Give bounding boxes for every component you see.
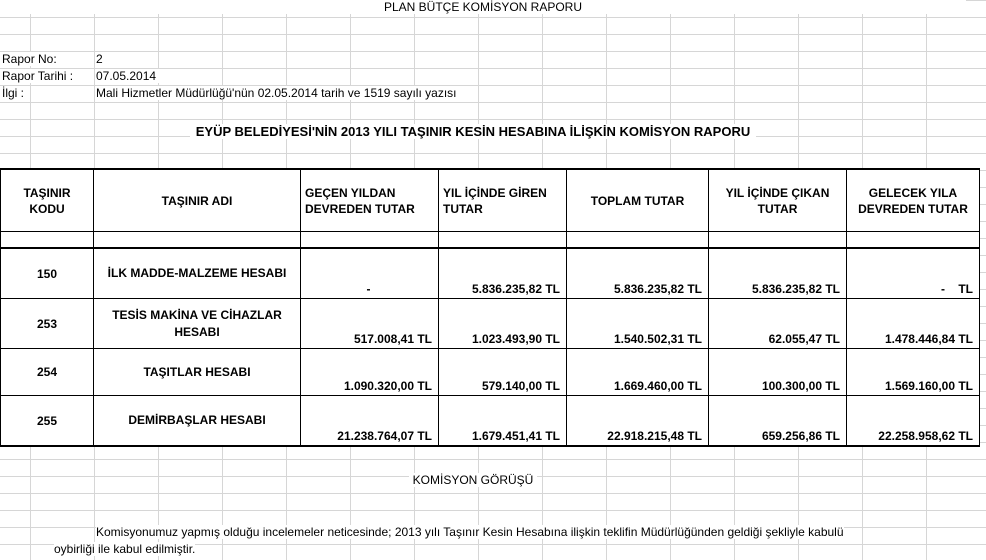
row-code: 150 — [1, 248, 94, 299]
main-heading-text: EYÜP BELEDİYESİ'NİN 2013 YILI TAŞINIR KESİN HESABINA İLİŞKİN KOMİSYON RAPORU — [190, 124, 757, 139]
row-previous: 21.238.764,07 TL — [301, 396, 439, 447]
row-code: 253 — [1, 299, 94, 349]
row-code: 255 — [1, 396, 94, 447]
report-title: PLAN BÜTÇE KOMİSYON RAPORU — [0, 0, 966, 14]
header-previous: GEÇEN YILDAN DEVREDEN TUTAR — [301, 169, 439, 232]
header-incoming: YIL İÇİNDE GİREN TUTAR — [439, 169, 567, 232]
row-next: 1.478.446,84 TL — [847, 299, 980, 349]
report-number-value: 2 — [96, 52, 107, 66]
table-row — [1, 248, 980, 299]
main-heading — [0, 124, 946, 139]
row-outgoing: 5.836.235,82 TL — [709, 248, 847, 299]
report-date-value: 07.05.2014 — [96, 69, 160, 83]
reference-value: Mali Hizmetler Müdürlüğü'nün 02.05.2014 tarih ve 1519 sayılı yazısı — [96, 86, 460, 100]
row-outgoing: 100.300,00 TL — [709, 349, 847, 396]
row-previous: - — [301, 248, 439, 299]
row-name: TAŞITLAR HESABI — [94, 349, 301, 396]
table-header-row — [1, 169, 980, 232]
header-code: TAŞINIR KODU — [1, 169, 94, 232]
row-incoming: 1.679.451,41 TL — [439, 396, 567, 447]
row-name: İLK MADDE-MALZEME HESABI — [94, 248, 301, 299]
summary-table — [0, 168, 980, 447]
row-incoming: 579.140,00 TL — [439, 349, 567, 396]
row-outgoing: 62.055,47 TL — [709, 299, 847, 349]
table-spacer-row — [1, 232, 980, 249]
header-outgoing: YIL İÇİNDE ÇIKAN TUTAR — [709, 169, 847, 232]
row-code: 254 — [1, 349, 94, 396]
row-previous: 517.008,41 TL — [301, 299, 439, 349]
row-next: - TL — [847, 248, 980, 299]
table-row — [1, 349, 980, 396]
header-name: TAŞINIR ADI — [94, 169, 301, 232]
commission-heading-text: KOMİSYON GÖRÜŞÜ — [409, 473, 538, 487]
commission-text-line2: oybirliği ile kabul edilmiştir. — [54, 542, 196, 556]
row-name: DEMİRBAŞLAR HESABI — [94, 396, 301, 447]
row-total: 5.836.235,82 TL — [567, 248, 709, 299]
row-next: 22.258.958,62 TL — [847, 396, 980, 447]
row-total: 1.669.460,00 TL — [567, 349, 709, 396]
row-total: 22.918.215,48 TL — [567, 396, 709, 447]
row-incoming: 5.836.235,82 TL — [439, 248, 567, 299]
commission-heading — [0, 473, 946, 487]
row-total: 1.540.502,31 TL — [567, 299, 709, 349]
row-next: 1.569.160,00 TL — [847, 349, 980, 396]
row-outgoing: 659.256,86 TL — [709, 396, 847, 447]
report-number-label: Rapor No: — [2, 52, 61, 66]
table-row — [1, 396, 980, 447]
table-row — [1, 299, 980, 349]
row-name: TESİS MAKİNA VE CİHAZLAR HESABI — [94, 299, 301, 349]
header-total: TOPLAM TUTAR — [567, 169, 709, 232]
reference-label: İlgi : — [2, 86, 28, 100]
row-incoming: 1.023.493,90 TL — [439, 299, 567, 349]
commission-text-line1: Komisyonumuz yapmış olduğu incelemeler neticesinde; 2013 yılı Taşınır Kesin Hesabına ilişkin teklifin Müdürlüğünden geldiği şekliyle kabulü — [96, 525, 844, 539]
row-previous: 1.090.320,00 TL — [301, 349, 439, 396]
header-next: GELECEK YILA DEVREDEN TUTAR — [847, 169, 980, 232]
report-date-label: Rapor Tarihi : — [2, 69, 77, 83]
